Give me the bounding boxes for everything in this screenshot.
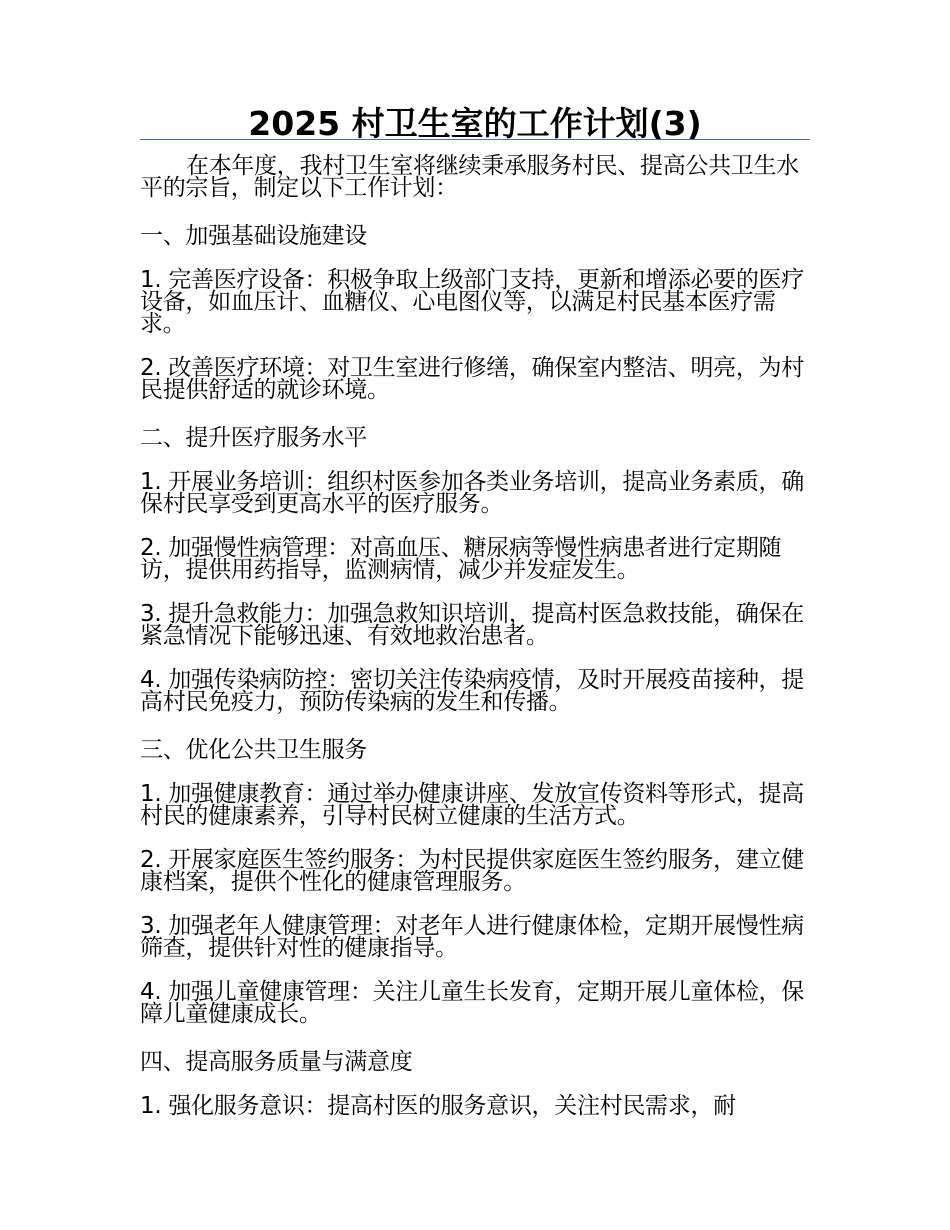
list-item: 1. 完善医疗设备：积极争取上级部门支持，更新和增添必要的医疗设备，如血压计、血糖仪、心电图仪等，以满足村民基本医疗需求。 xyxy=(140,267,804,337)
title-underline xyxy=(140,139,810,140)
section-heading: 四、提高服务质量与满意度 xyxy=(140,1049,413,1075)
document-body xyxy=(140,155,810,1117)
list-item: 3. 提升急救能力：加强急救知识培训，提高村医急救技能，确保在紧急情况下能够迅速、有效地救治患者。 xyxy=(140,601,804,649)
list-item: 1. 加强健康教育：通过举办健康讲座、发放宣传资料等形式，提高村民的健康素养，引导村民树立健康的生活方式。 xyxy=(140,781,804,829)
section-heading: 二、提升医疗服务水平 xyxy=(140,425,368,451)
list-item: 2. 改善医疗环境：对卫生室进行修缮，确保室内整洁、明亮，为村民提供舒适的就诊环境。 xyxy=(140,355,804,403)
list-item: 3. 加强老年人健康管理：对老年人进行健康体检，定期开展慢性病筛查，提供针对性的健康指导。 xyxy=(140,913,804,961)
section-heading: 三、优化公共卫生服务 xyxy=(140,737,368,763)
list-item: 2. 开展家庭医生签约服务：为村民提供家庭医生签约服务，建立健康档案，提供个性化的健康管理服务。 xyxy=(140,847,804,895)
list-item: 1. 强化服务意识：提高村医的服务意识，关注村民需求，耐 xyxy=(140,1093,736,1119)
list-item: 4. 加强传染病防控：密切关注传染病疫情，及时开展疫苗接种，提高村民免疫力，预防传染病的发生和传播。 xyxy=(140,667,804,715)
list-item: 2. 加强慢性病管理：对高血压、糖尿病等慢性病患者进行定期随访，提供用药指导，监测病情，减少并发症发生。 xyxy=(140,535,782,583)
section-heading: 一、加强基础设施建设 xyxy=(140,223,368,249)
list-item: 4. 加强儿童健康管理：关注儿童生长发育，定期开展儿童体检，保障儿童健康成长。 xyxy=(140,979,804,1027)
document-title: 2025 村卫生室的工作计划(3) xyxy=(248,104,702,143)
intro-paragraph: 在本年度，我村卫生室将继续秉承服务村民、提高公共卫生水平的宗旨，制定以下工作计划： xyxy=(140,153,799,201)
list-item: 1. 开展业务培训：组织村医参加各类业务培训，提高业务素质，确保村民享受到更高水平的医疗服务。 xyxy=(140,469,804,517)
